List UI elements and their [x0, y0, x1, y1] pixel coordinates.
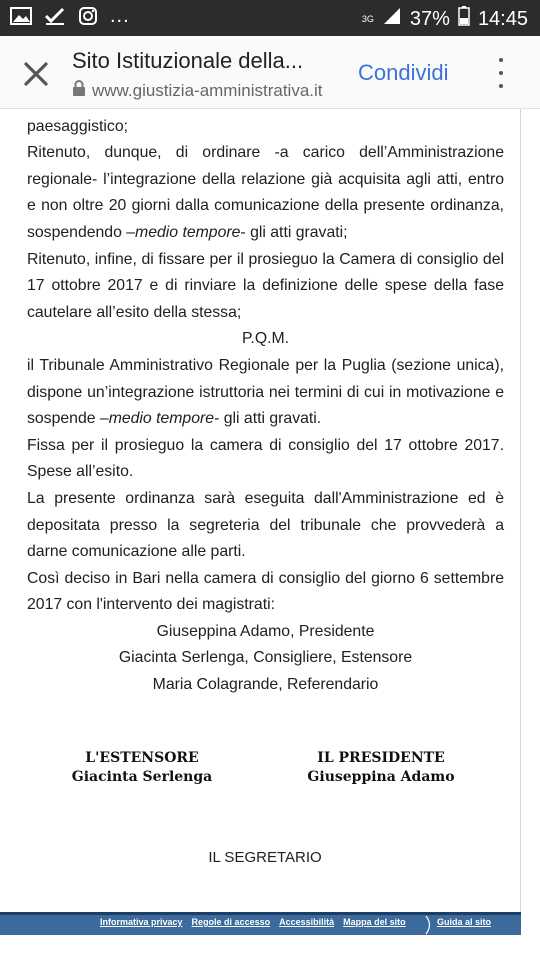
paragraph: Ritenuto, dunque, di ordinare -a carico dell’Amministrazione regionale- l’integrazione della relazione già acquisita agli atti, entro e non oltre 20 giorni dalla comunicazione della presente ordinanza, sospendendo –medio tempore- gli atti gravati; [27, 144, 504, 241]
signal-icon [382, 7, 402, 31]
network-type: 3G [361, 13, 374, 24]
pqm-heading: P.Q.M. [241, 330, 290, 348]
cut-line [27, 109, 504, 114]
footer-links [100, 917, 406, 927]
paragraph: paesaggistico; [27, 117, 128, 135]
status-bar [0, 0, 540, 36]
url-bar [72, 80, 323, 101]
battery-icon [458, 6, 470, 32]
check-icon [44, 6, 66, 31]
gallery-icon [10, 6, 32, 31]
close-icon[interactable] [18, 56, 54, 92]
page-title: Sito Istituzionale della... [72, 48, 304, 73]
more-vert-icon[interactable] [491, 58, 511, 88]
document-page [27, 109, 504, 699]
paragraph: Fissa per il prosieguo la camera di consiglio del 17 ottobre 2017. Spese all’esito. [27, 436, 504, 481]
footer-link-access-rules[interactable]: Regole di accesso [191, 917, 271, 927]
page-edge [520, 109, 521, 934]
browser-header [0, 36, 540, 109]
footer-divider [424, 915, 434, 935]
page-bottom [0, 935, 540, 960]
signature-segretario: IL SEGRETARIO [208, 849, 322, 866]
footer-link-privacy[interactable]: Informativa privacy [100, 917, 183, 927]
share-button[interactable]: Condividi [358, 60, 449, 85]
paragraph: il Tribunale Amministrativo Regionale per la Puglia (sezione unica), dispone un’integrazione istruttoria nei termini di cui in motivazione e sospende –medio tempore- gli atti gravati. [27, 356, 504, 428]
signature-estensore: L'ESTENSORE Giacinta Serlenga [71, 750, 213, 785]
footer-link-sitemap[interactable]: Mappa del sito [343, 917, 406, 927]
footer-link-accessibility[interactable]: Accessibilità [279, 917, 335, 927]
battery-level: 37% [409, 7, 450, 30]
clock: 14:45 [477, 7, 528, 30]
footer-link-guide[interactable]: Guida al sito [437, 917, 492, 927]
instagram-icon [78, 6, 98, 31]
more-notifications: ... [110, 5, 130, 27]
judge-line: Giuseppina Adamo, Presidente [156, 622, 375, 640]
paragraph: Così deciso in Bari nella camera di consiglio del giorno 6 settembre 2017 con l'intervento dei magistrati: [27, 569, 504, 614]
signature-presidente: IL PRESIDENTE Giuseppina Adamo [307, 750, 455, 785]
document-viewer[interactable] [0, 109, 520, 919]
paragraph: Ritenuto, infine, di fissare per il prosieguo la Camera di consiglio del 17 ottobre 2017 e di rinviare la definizione delle spese della fase cautelare all’esito della stessa; [27, 250, 504, 321]
judge-line: Giacinta Serlenga, Consigliere, Estensore [118, 649, 413, 667]
judge-line: Maria Colagrande, Referendario [152, 676, 379, 694]
site-footer [0, 912, 521, 935]
url-text: www.giustizia-amministrativa.it [92, 80, 323, 100]
lock-icon [72, 80, 86, 101]
paragraph: La presente ordinanza sarà eseguita dall'Amministrazione ed è depositata presso la segreteria del tribunale che provvederà a darne comunicazione alle parti. [27, 489, 504, 561]
